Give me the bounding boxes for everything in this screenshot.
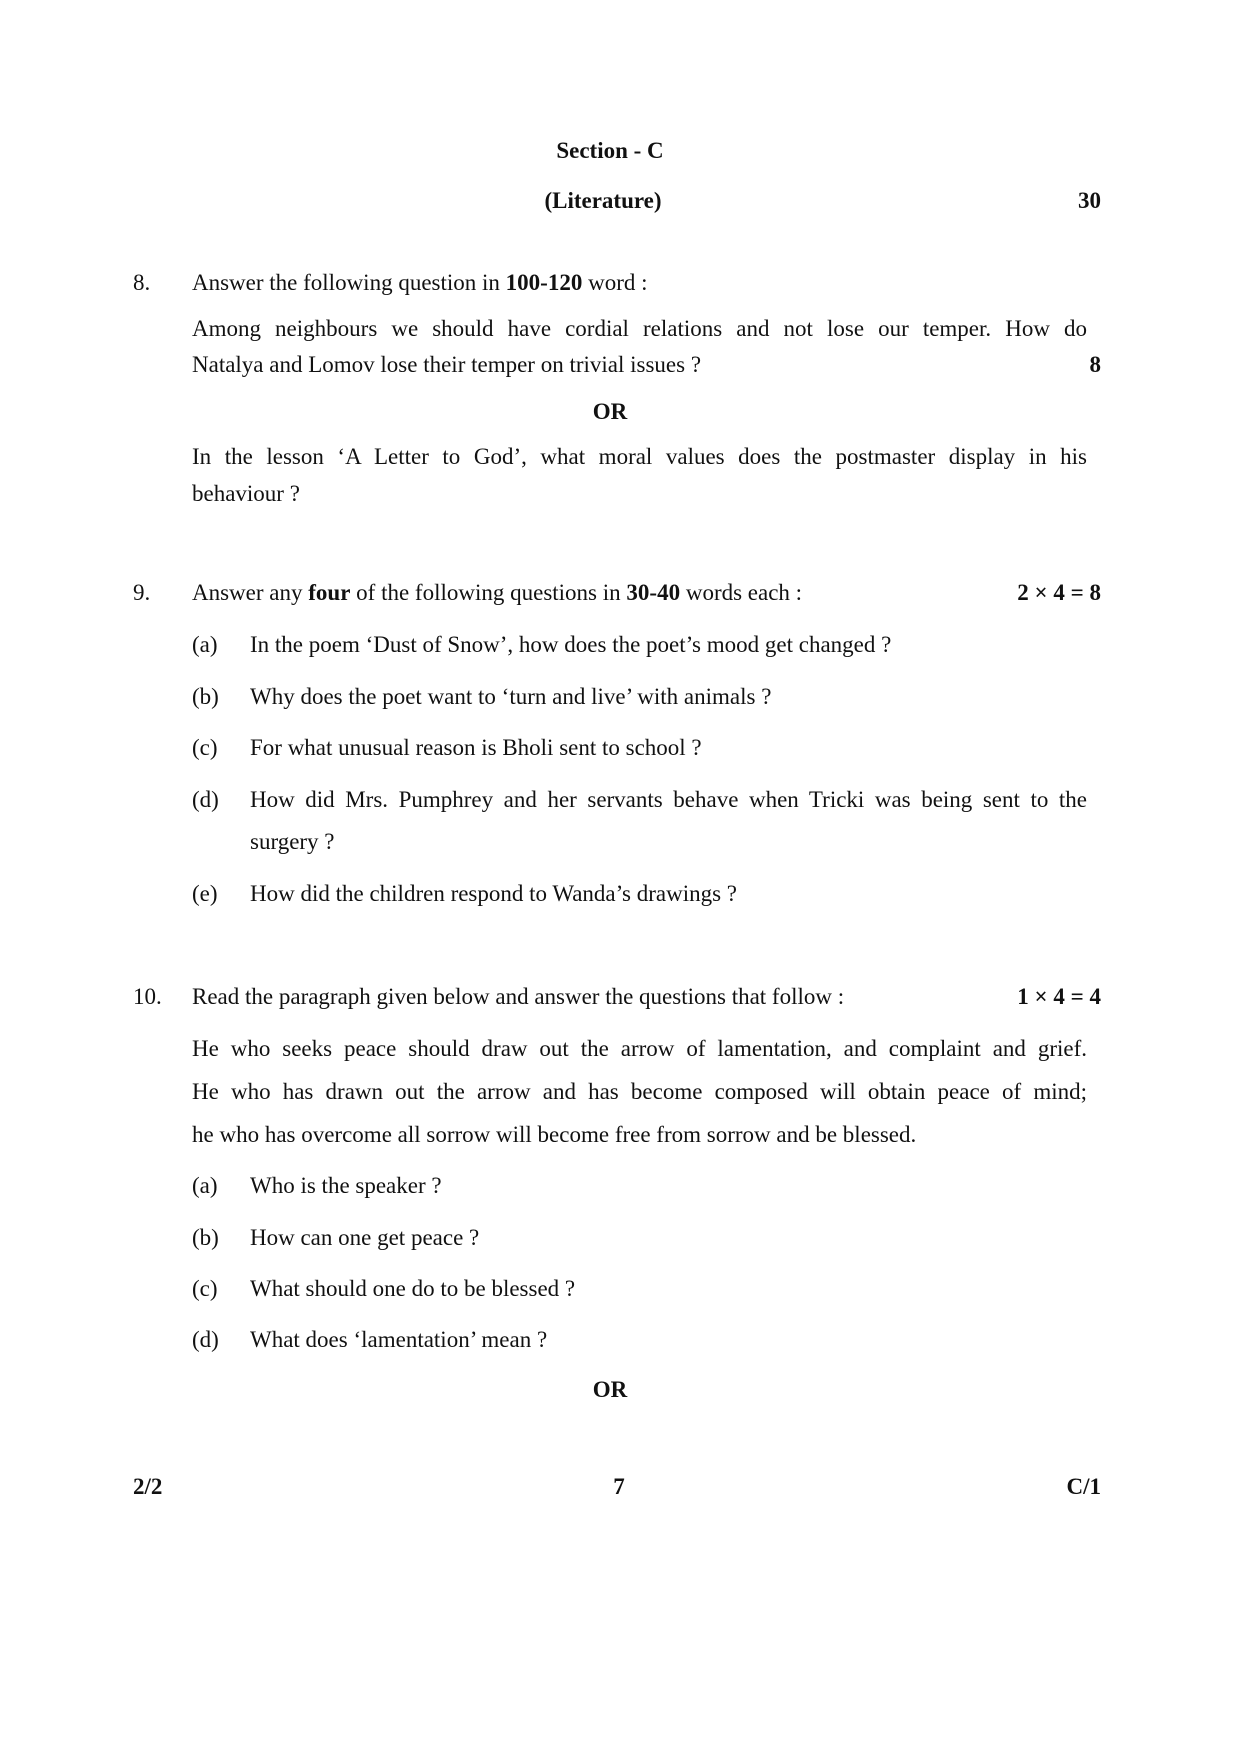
q9-part-text: Why does the poet want to ‘turn and live’ with animals ?: [250, 684, 772, 709]
q8-or-label: OR: [592, 399, 628, 424]
question-number-8: 8.: [133, 270, 151, 295]
q10-part-label: (d): [192, 1327, 219, 1352]
q9-part-label: (d): [192, 787, 219, 812]
q8-marks: 8: [1089, 352, 1101, 377]
q9-instruction-tail: words each :: [680, 580, 803, 605]
q10-passage-line2: He who has drawn out the arrow and has become composed will obtain peace of mind;: [192, 1079, 1087, 1104]
q10-part-label: (b): [192, 1225, 219, 1250]
q8-text-line2: Natalya and Lomov lose their temper on trivial issues ?: [192, 352, 702, 377]
q9-part-text: For what unusual reason is Bholi sent to school ?: [250, 735, 702, 760]
q8-alt-line2: behaviour ?: [192, 481, 300, 506]
q10-part-label: (a): [192, 1173, 218, 1198]
q9-part-text: How did the children respond to Wanda’s drawings ?: [250, 881, 738, 906]
q8-instruction: [192, 270, 648, 296]
q9-part-text: In the poem ‘Dust of Snow’, how does the poet’s mood get changed ?: [250, 632, 892, 657]
q9-part-label: (b): [192, 684, 219, 709]
section-marks: 30: [1078, 188, 1101, 213]
q8-alt-line1: In the lesson ‘A Letter to God’, what moral values does the postmaster display in his: [192, 444, 1087, 469]
section-subtitle: (Literature): [544, 188, 662, 213]
q8-instruction-text: Answer the following question in: [192, 270, 506, 295]
footer-page-number: 7: [613, 1474, 625, 1499]
q8-text-line1: Among neighbours we should have cordial relations and not lose our temper. How do: [192, 316, 1087, 341]
q9-instruction-mid: of the following questions in: [350, 580, 627, 605]
q9-part-text-continued: surgery ?: [250, 829, 335, 854]
q9-part-text: How did Mrs. Pumphrey and her servants behave when Tricki was being sent to the: [250, 787, 1087, 812]
q9-part-label: (e): [192, 881, 218, 906]
q10-part-text: How can one get peace ?: [250, 1225, 480, 1250]
footer-set-code: C/1: [1066, 1474, 1101, 1499]
q10-part-text: Who is the speaker ?: [250, 1173, 442, 1198]
q9-part-label: (c): [192, 735, 218, 760]
q9-part-label: (a): [192, 632, 218, 657]
q10-or-label: OR: [592, 1377, 628, 1402]
q10-part-text: What should one do to be blessed ?: [250, 1276, 576, 1301]
q10-marks: 1 × 4 = 4: [1017, 984, 1101, 1009]
q10-passage-line1: He who seeks peace should draw out the arrow of lamentation, and complaint and grief.: [192, 1036, 1087, 1061]
q9-word-count: 30-40: [626, 580, 681, 605]
q9-instruction: [192, 580, 802, 606]
q10-part-label: (c): [192, 1276, 218, 1301]
q8-instruction-tail: word :: [582, 270, 648, 295]
footer-page-code: 2/2: [133, 1474, 163, 1499]
question-number-10: 10.: [133, 984, 162, 1009]
q10-instruction: Read the paragraph given below and answer the questions that follow :: [192, 984, 845, 1009]
q9-marks: 2 × 4 = 8: [1017, 580, 1101, 605]
question-number-9: 9.: [133, 580, 151, 605]
q9-instruction-text: Answer any: [192, 580, 309, 605]
q10-passage-line3: he who has overcome all sorrow will become free from sorrow and be blessed.: [192, 1122, 917, 1147]
q10-part-text: What does ‘lamentation’ mean ?: [250, 1327, 548, 1352]
section-title: Section - C: [556, 138, 664, 163]
q8-word-count: 100-120: [505, 270, 583, 295]
q9-count-word: four: [308, 580, 351, 605]
